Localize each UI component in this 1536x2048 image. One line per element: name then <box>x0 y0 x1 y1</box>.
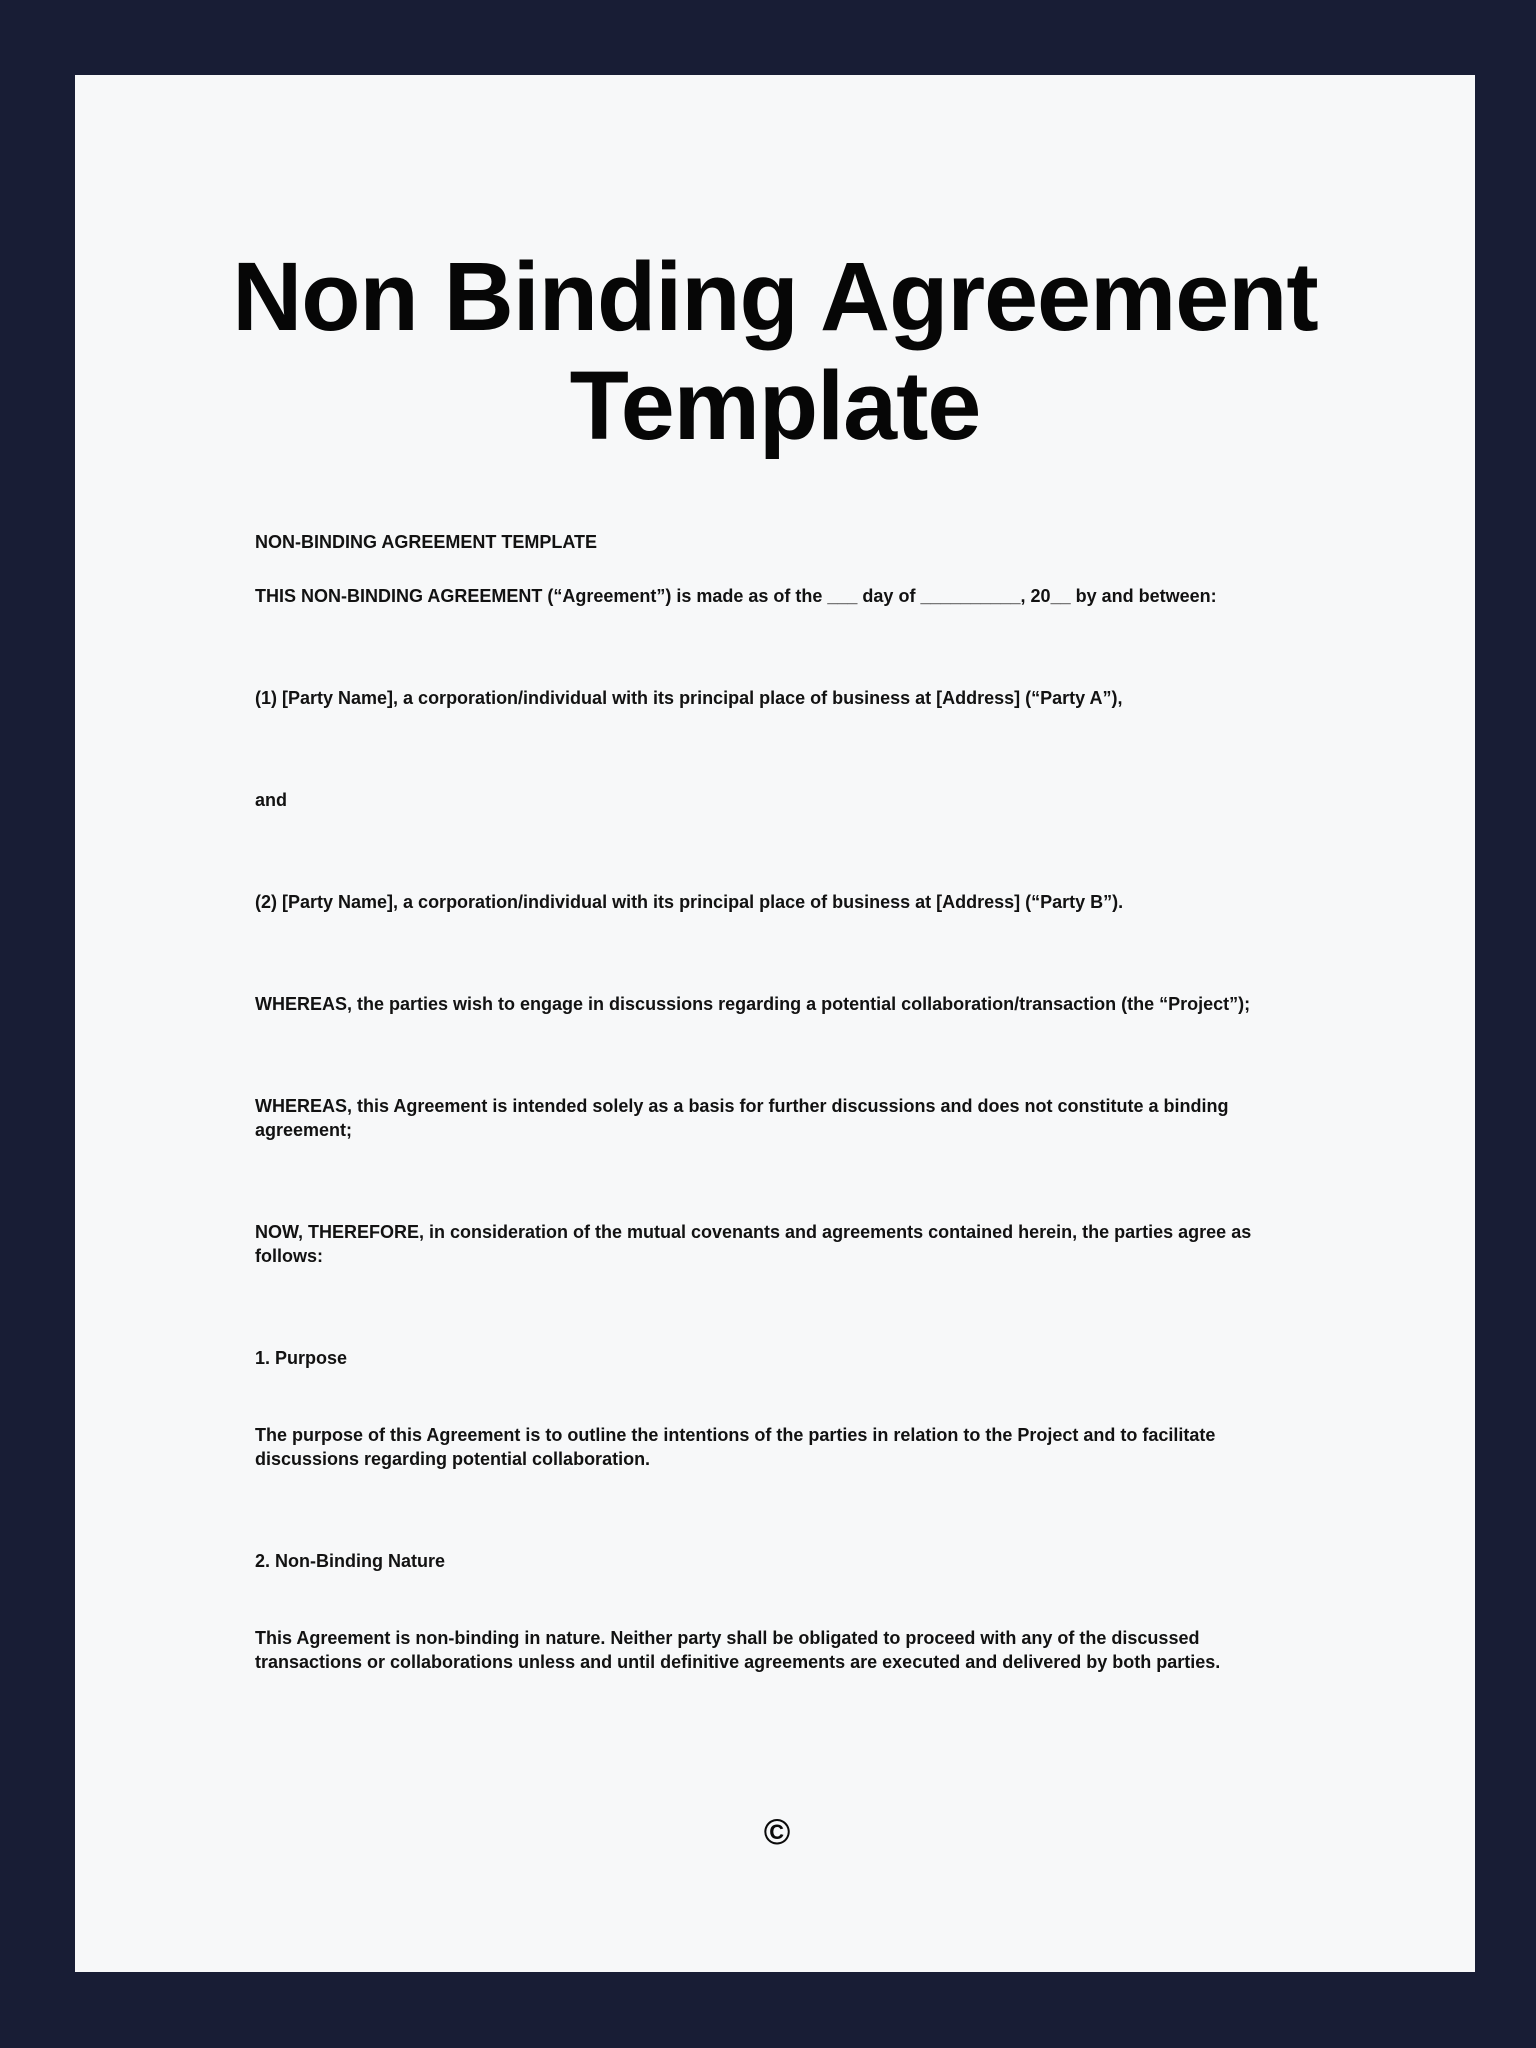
section-2-paragraph: This Agreement is non-binding in nature. Neither party shall be obligated to proceed with any of the discussed transactions or collaborations unless and until definitive agreements are executed and delivered by both parties. <box>255 1628 1221 1673</box>
section-2-heading: 2. Non-Binding Nature <box>255 1551 445 1572</box>
section-1-paragraph: The purpose of this Agreement is to outline the intentions of the parties in relation to the Project and to facilitate discussions regarding potential collaboration. <box>255 1425 1216 1470</box>
agreement-heading: NON-BINDING AGREEMENT TEMPLATE <box>255 532 597 553</box>
copyright-icon: © <box>763 1811 791 1853</box>
now-therefore-paragraph: NOW, THEREFORE, in consideration of the mutual covenants and agreements contained herein, the parties agree as follows: <box>255 1222 1252 1267</box>
whereas-project-paragraph: WHEREAS, the parties wish to engage in discussions regarding a potential collaboration/transaction (the “Project”); <box>255 994 1251 1015</box>
document-title <box>115 243 1435 460</box>
document-page <box>75 75 1475 1972</box>
document-footer <box>255 1811 1299 1853</box>
document-title-line1: Non Binding Agreement <box>232 242 1318 351</box>
document-body <box>75 530 1475 1853</box>
whereas-nonbinding-paragraph: WHEREAS, this Agreement is intended solely as a basis for further discussions and does not constitute a binding agreement; <box>255 1096 1229 1141</box>
document-title-line2: Template <box>569 350 981 460</box>
party-b-paragraph: (2) [Party Name], a corporation/individual with its principal place of business at [Address] (“Party B”). <box>255 892 1124 913</box>
preamble-paragraph: THIS NON-BINDING AGREEMENT (“Agreement”) is made as of the ___ day of __________, 20__ by and between: <box>255 586 1217 607</box>
section-1-heading: 1. Purpose <box>255 1348 348 1369</box>
party-a-paragraph: (1) [Party Name], a corporation/individual with its principal place of business at [Address] (“Party A”), <box>255 688 1123 709</box>
and-connector: and <box>255 790 288 811</box>
